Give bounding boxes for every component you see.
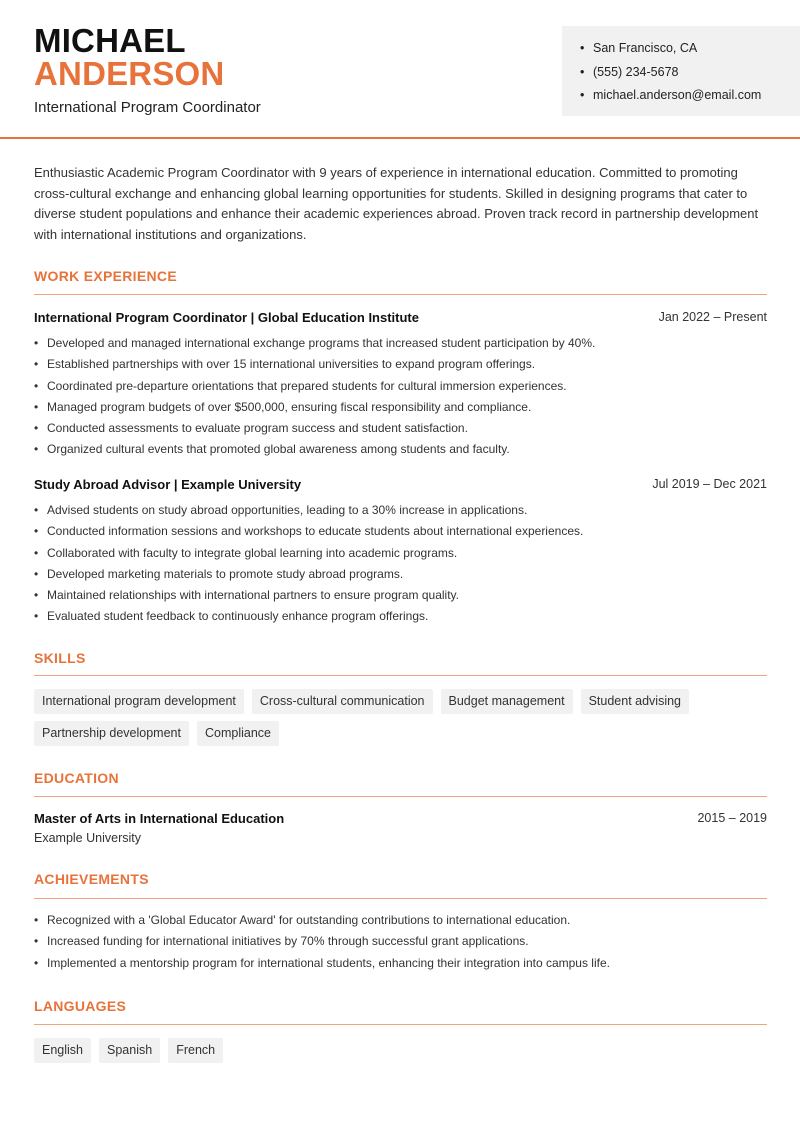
- education-heading: EDUCATION: [34, 770, 119, 786]
- job-role: International Program Coordinator | Global Education Institute: [34, 310, 419, 325]
- skills-heading: SKILLS: [34, 650, 86, 666]
- list-item: • Recognized with a 'Global Educator Award' for outstanding contributions to international education.: [34, 911, 767, 932]
- bullet-icon: •: [34, 336, 39, 350]
- summary: Enthusiastic Academic Program Coordinator with 9 years of experience in international education. Committed to promoting cross-cultural exchange and enhancing global learning opportunities for students. Skilled in designing programs that cater to diverse student populations and enhance their academic experiences abroad. Proven track record in partnership development with international institutions and organizations.: [34, 165, 759, 242]
- last-name: ANDERSON: [34, 55, 225, 92]
- language-tag: English: [34, 1038, 91, 1063]
- skill-tag: Cross-cultural communication: [252, 689, 433, 714]
- list-item: • Conducted assessments to evaluate program success and student satisfaction.: [34, 419, 767, 440]
- bullet-icon: •: [34, 524, 39, 539]
- list-item: • Developed marketing materials to promote study abroad programs.: [34, 565, 767, 586]
- bullet-icon: •: [580, 88, 585, 102]
- bullet-icon: •: [34, 566, 39, 581]
- section-divider: [34, 796, 767, 797]
- job-bullets: [34, 501, 767, 629]
- contact-email[interactable]: • michael.anderson@email.com: [580, 86, 761, 110]
- language-tags: [34, 1038, 767, 1063]
- job-title: International Program Coordinator: [34, 99, 261, 116]
- section-divider: [34, 675, 767, 676]
- job-header: [34, 310, 767, 325]
- achievements-heading: ACHIEVEMENTS: [34, 871, 149, 887]
- bullet-icon: •: [34, 399, 39, 414]
- bullet-icon: •: [580, 41, 585, 55]
- list-item: • Implemented a mentorship program for international students, enhancing their integration into campus life.: [34, 954, 767, 975]
- job-dates: Jan 2022 – Present: [658, 310, 767, 324]
- skill-tag: Budget management: [441, 689, 573, 714]
- work-experience-heading: WORK EXPERIENCE: [34, 268, 177, 284]
- bullet-icon: •: [34, 442, 39, 457]
- list-item: • Advised students on study abroad opportunities, leading to a 30% increase in applications.: [34, 501, 767, 522]
- bullet-icon: •: [34, 378, 39, 393]
- bullet-icon: •: [34, 421, 39, 436]
- list-item: • Managed program budgets of over $500,000, ensuring fiscal responsibility and compliance.: [34, 398, 767, 419]
- section-divider: [34, 294, 767, 295]
- first-name: MICHAEL: [34, 22, 186, 59]
- job-role: Study Abroad Advisor | Example University: [34, 477, 302, 492]
- job-dates: Jul 2019 – Dec 2021: [652, 477, 767, 491]
- bullet-icon: •: [34, 913, 39, 927]
- skill-tag: International program development: [34, 689, 244, 714]
- list-item: • Evaluated student feedback to continuously enhance program offerings.: [34, 607, 767, 628]
- skills-tags: [34, 689, 767, 746]
- bullet-icon: •: [34, 545, 39, 560]
- list-item: • Collaborated with faculty to integrate global learning into academic programs.: [34, 544, 767, 565]
- education-dates: 2015 – 2019: [697, 811, 767, 825]
- list-item: • Coordinated pre-departure orientations that prepared students for cultural immersion experiences.: [34, 377, 767, 398]
- skill-tag: Compliance: [197, 721, 279, 746]
- job-header: [34, 477, 767, 492]
- contact-list: [580, 39, 761, 110]
- bullet-icon: •: [34, 609, 39, 624]
- education-degree: Master of Arts in International Education: [34, 811, 285, 826]
- languages-heading: LANGUAGES: [34, 998, 127, 1014]
- resume-header: [0, 0, 800, 139]
- section-divider: [34, 898, 767, 899]
- contact-phone: • (555) 234-5678: [580, 63, 761, 87]
- list-item: • Increased funding for international initiatives by 70% through successful grant applications.: [34, 932, 767, 953]
- job-bullets: [34, 334, 767, 462]
- list-item: • Maintained relationships with international partners to ensure program quality.: [34, 586, 767, 607]
- bullet-icon: •: [34, 503, 39, 517]
- list-item: • Organized cultural events that promoted global awareness among students and faculty.: [34, 440, 767, 461]
- contact-location: • San Francisco, CA: [580, 39, 761, 63]
- bullet-icon: •: [34, 934, 39, 949]
- section-divider: [34, 1024, 767, 1025]
- bullet-icon: •: [34, 588, 39, 603]
- contact-box: [562, 26, 800, 116]
- list-item: • Established partnerships with over 15 international universities to expand program offerings.: [34, 355, 767, 376]
- language-tag: French: [168, 1038, 223, 1063]
- bullet-icon: •: [34, 955, 39, 970]
- achievements-bullets: [34, 911, 767, 975]
- list-item: • Developed and managed international exchange programs that increased student participation by 40%.: [34, 334, 767, 355]
- bullet-icon: •: [34, 357, 39, 372]
- bullet-icon: •: [580, 64, 585, 79]
- language-tag: Spanish: [99, 1038, 160, 1063]
- skill-tag: Partnership development: [34, 721, 189, 746]
- education-school: Example University: [34, 831, 141, 845]
- list-item: • Conducted information sessions and workshops to educate students about international experiences.: [34, 522, 767, 543]
- skill-tag: Student advising: [581, 689, 689, 714]
